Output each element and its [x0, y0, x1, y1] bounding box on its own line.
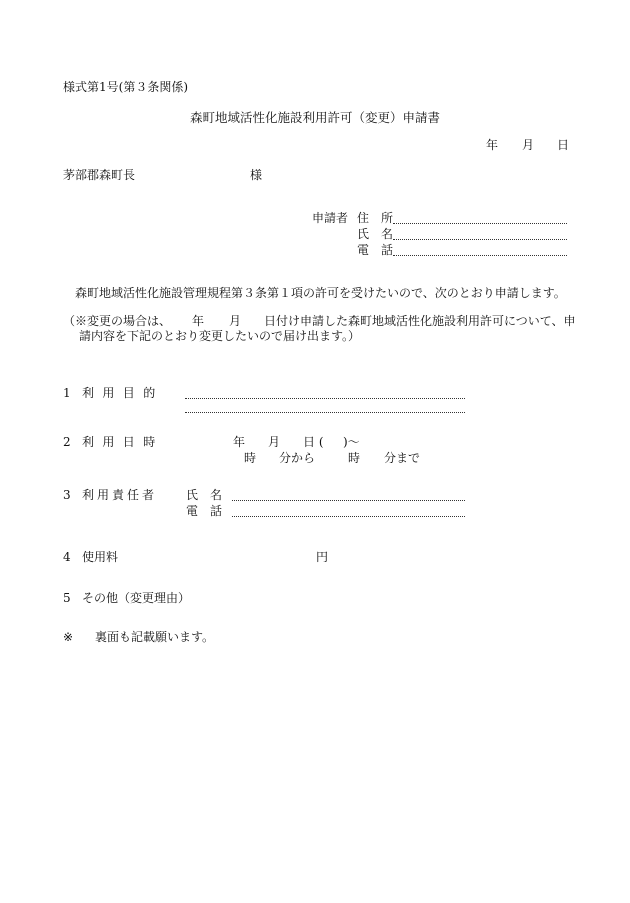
applicant-address-label: 住 所 — [357, 211, 394, 225]
item-3-number: 3 — [63, 488, 71, 502]
datetime-min-from: 分から — [279, 451, 316, 465]
date-month-label: 月 — [522, 138, 535, 152]
form-title: 森町地域活性化施設利用許可（変更）申請書 — [189, 110, 440, 125]
applicant-phone-field[interactable] — [393, 255, 567, 256]
date-day-label: 日 — [557, 138, 570, 152]
responsible-name-label: 氏 名 — [186, 488, 223, 502]
item-3-label: 利用責任者 — [82, 488, 158, 502]
applicant-name-label: 氏 名 — [357, 227, 394, 241]
applicant-address-field[interactable] — [393, 223, 567, 224]
purpose-field-line-1[interactable] — [185, 398, 465, 399]
addressee-honorific: 様 — [250, 168, 263, 182]
datetime-weekday-close: )～ — [343, 435, 360, 449]
datetime-min-to: 分まで — [384, 451, 421, 465]
item-4-number: 4 — [63, 550, 71, 564]
fee-unit: 円 — [316, 550, 329, 564]
item-4-label: 使用料 — [82, 550, 119, 564]
change-note-suffix: 日付け申請した森町地域活性化施設利用許可について、申 — [264, 314, 576, 328]
item-2-label: 利用日時 — [82, 435, 164, 449]
applicant-label: 申請者 — [312, 211, 349, 225]
footnote-mark: ※ — [63, 630, 74, 644]
change-note-prefix: （※変更の場合は、 — [63, 314, 172, 328]
datetime-month: 月 — [268, 435, 281, 449]
responsible-phone-field[interactable] — [232, 516, 465, 517]
datetime-hour-from: 時 — [244, 451, 257, 465]
item-1-number: 1 — [63, 386, 71, 400]
item-2-number: 2 — [63, 435, 71, 449]
responsible-phone-label: 電 話 — [186, 504, 223, 518]
form-number: 様式第1号(第３条関係) — [63, 80, 188, 94]
applicant-phone-label: 電 話 — [357, 243, 394, 257]
datetime-year: 年 — [233, 435, 246, 449]
date-year-label: 年 — [486, 138, 499, 152]
change-note-year: 年 — [192, 314, 205, 328]
datetime-hour-to: 時 — [348, 451, 361, 465]
datetime-day: 日 ( — [303, 435, 324, 449]
purpose-field-line-2[interactable] — [185, 412, 465, 413]
item-1-label: 利用目的 — [82, 386, 164, 400]
body-text: 森町地域活性化施設管理規程第３条第１項の許可を受けたいので、次のとおり申請します。 — [75, 286, 566, 300]
change-note-line2: 請内容を下記のとおり変更したいので届け出ます。） — [79, 329, 361, 343]
change-note-month: 月 — [229, 314, 242, 328]
responsible-name-field[interactable] — [232, 500, 465, 501]
applicant-name-field[interactable] — [393, 239, 567, 240]
item-5-label: その他（変更理由） — [82, 591, 191, 605]
addressee-name: 茅部郡森町長 — [63, 168, 136, 182]
footnote-text: 裏面も記載願います。 — [95, 630, 215, 644]
item-5-number: 5 — [63, 591, 71, 605]
